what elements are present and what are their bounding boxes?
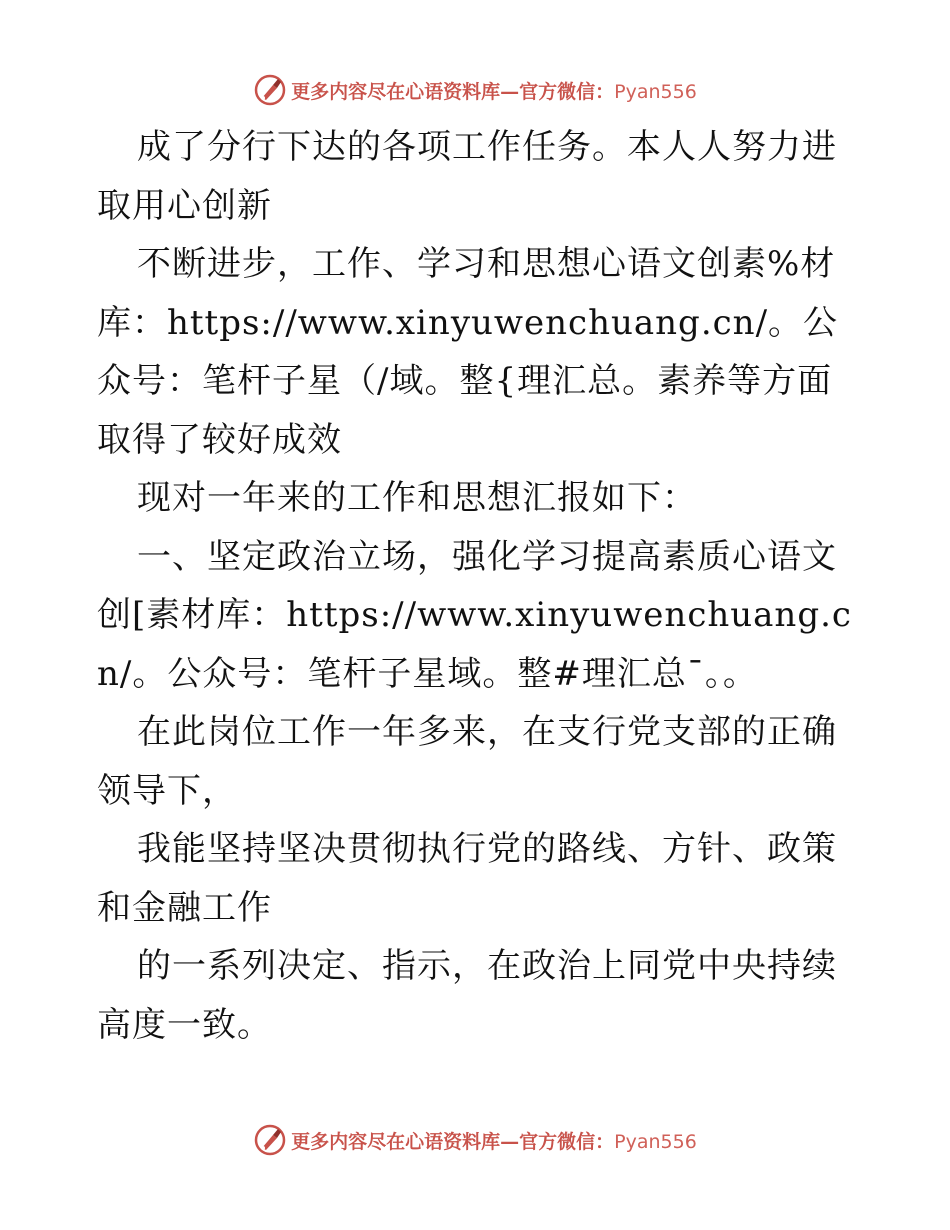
banner-text: 更多内容尽在心语资料库—官方微信：Pyan556 — [291, 1130, 697, 1153]
paragraph: 不断进步，工作、学习和思想心语文创素%材库：https://www.xinyuwenchuang.cn/。公众号：笔杆子星（/域。整{理汇总。素养等方面取得了较好成效 — [97, 244, 839, 460]
paragraph: 我能坚持坚决贯彻执行党的路线、方针、政策和金融工作 — [97, 829, 837, 928]
header-banner — [0, 70, 950, 110]
paragraph: 在此岗位工作一年多来，在支行党支部的正确领导下， — [97, 712, 837, 811]
document-body — [97, 118, 857, 1054]
paragraph: 现对一年来的工作和思想汇报如下： — [137, 478, 697, 518]
pen-logo-icon — [253, 1123, 287, 1157]
wechat-handle: Pyan556 — [614, 80, 697, 103]
paragraph: 一、坚定政治立场，强化学习提高素质心语文创[素材库：https://www.xinyuwenchuang.cn/。公众号：笔杆子星域。整#理汇总¯。。 — [97, 536, 852, 694]
paragraph: 成了分行下达的各项工作任务。本人人努力进取用心创新 — [97, 127, 837, 226]
banner-text: 更多内容尽在心语资料库—官方微信：Pyan556 — [291, 80, 697, 103]
paragraph: 的一系列决定、指示，在政治上同党中央持续高度一致。 — [97, 946, 837, 1045]
wechat-handle: Pyan556 — [614, 1130, 697, 1153]
pen-logo-icon — [253, 73, 287, 107]
footer-banner — [0, 1120, 950, 1160]
